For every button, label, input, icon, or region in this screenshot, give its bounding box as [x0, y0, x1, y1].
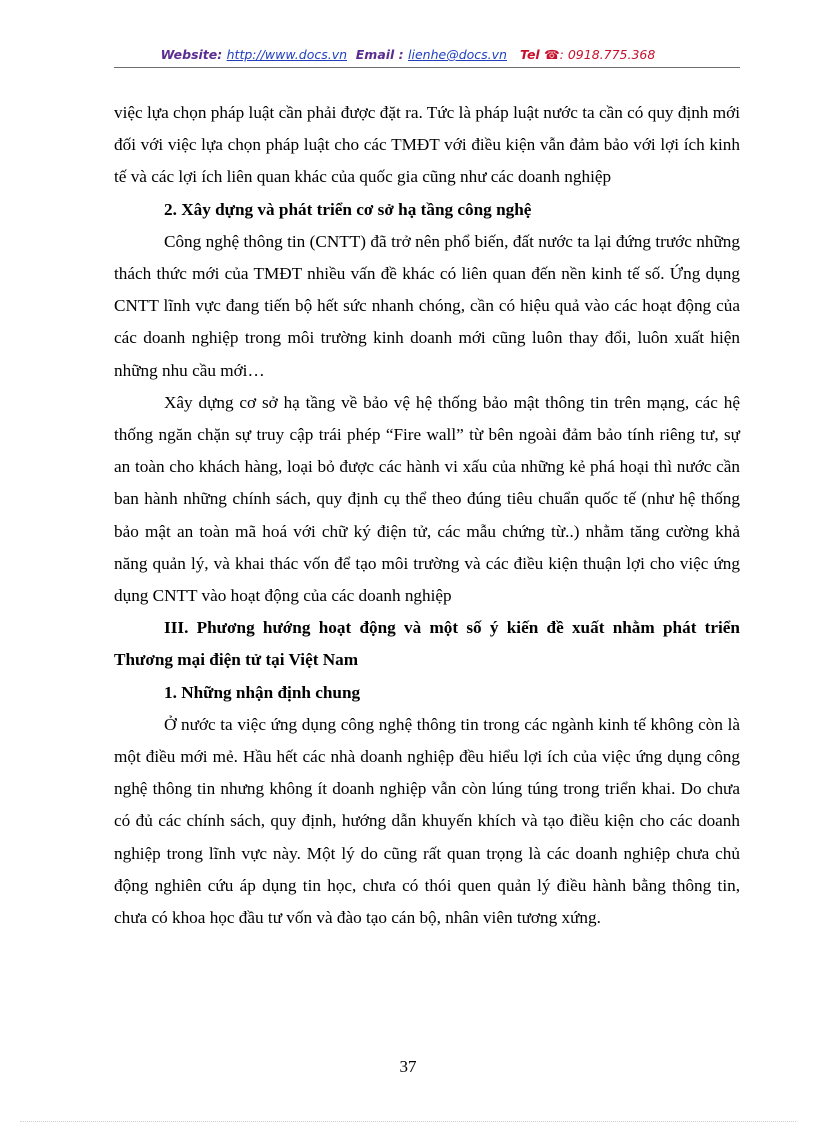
paragraph-it: Công nghệ thông tin (CNTT) đã trở nên phổ biến, đất nước ta lại đứng trước những thách thức mới của TMĐT nhiều vấn đề khác có liên quan đến nền kinh tế số. Ứng dụng CNTT lĩnh vực đang tiến bộ hết sức nhanh chóng, cần có hiệu quả vào các hoạt động của các doanh nghiệp trong môi trường kinh doanh mới cũng luôn thay đổi, luôn xuất hiện những nhu cầu mới… — [114, 231, 740, 380]
header-divider — [114, 67, 740, 68]
website-link[interactable]: http://www.docs.vn — [226, 47, 348, 62]
page-bottom-border — [20, 1121, 796, 1122]
section-heading-infrastructure: 2. Xây dựng và phát triển cơ sở hạ tầng công nghệ — [164, 199, 532, 219]
section-heading-directions: III. Phương hướng hoạt động và một số ý kiến đề xuất nhằm phát triển Thương mại điện tử tại Việt Nam — [114, 618, 740, 670]
paragraph-security: Xây dựng cơ sở hạ tầng về bảo vệ hệ thống bảo mật thông tin trên mạng, các hệ thống ngăn chặn sự truy cập trái phép “Fire wall” từ bên ngoài đảm bảo tính riêng tư, sự an toàn cho khách hàng, loại bỏ được các hành vi xấu của những kẻ phá hoại thì nước cần ban hành những chính sách, quy định cụ thể theo đúng tiêu chuẩn quốc tế (như hệ thống bảo mật an toàn mã hoá với chữ ký điện tử, các mẫu chứng từ..) nhằm tăng cường khả năng quản lý, và khai thác vốn để tạo môi trường và các điều kiện thuận lợi cho việc ứng dụng CNTT vào hoạt động của các doanh nghiệp — [114, 392, 740, 606]
page-number: 37 — [399, 1057, 417, 1076]
phone-icon: ☎ — [544, 47, 560, 62]
tel-label: Tel — [520, 47, 540, 62]
paragraph-general-assessment: Ở nước ta việc ứng dụng công nghệ thông tin trong các ngành kinh tế không còn là một điều mới mẻ. Hầu hết các nhà doanh nghiệp đều hiểu lợi ích của việc ứng dụng công nghệ thông tin nhưng không ít doanh nghiệp vẫn còn lúng túng trong triển khai. Do chưa có đủ các chính sách, quy định, hướng dẫn khuyến khích và tạo điều kiện cho các doanh nghiệp trong lĩnh vực này. Một lý do cũng rất quan trọng là các doanh nghiệp chưa chủ động nghiên cứu áp dụng tin học, chưa có thói quen quản lý điều hành bằng thông tin, chưa có khoa học đầu tư vốn và đào tạo cán bộ, nhân viên tương xứng. — [114, 714, 740, 928]
document-body — [114, 97, 740, 934]
subsection-heading-general: 1. Những nhận định chung — [164, 682, 361, 702]
paragraph-continuation: việc lựa chọn pháp luật cần phải được đặt ra. Tức là pháp luật nước ta cần có quy định mới đối với việc lựa chọn pháp luật cho các TMĐT với điều kiện vẫn đảm bảo với lợi ích kinh tế và các lợi ích liên quan khác của quốc gia cũng như các doanh nghiệp — [114, 103, 740, 187]
email-link[interactable]: lienhe@docs.vn — [408, 47, 507, 62]
tel-number: : 0918.775.368 — [559, 47, 656, 62]
email-label: Email : — [355, 47, 404, 62]
website-label: Website: — [160, 47, 223, 62]
page-header — [0, 47, 816, 62]
